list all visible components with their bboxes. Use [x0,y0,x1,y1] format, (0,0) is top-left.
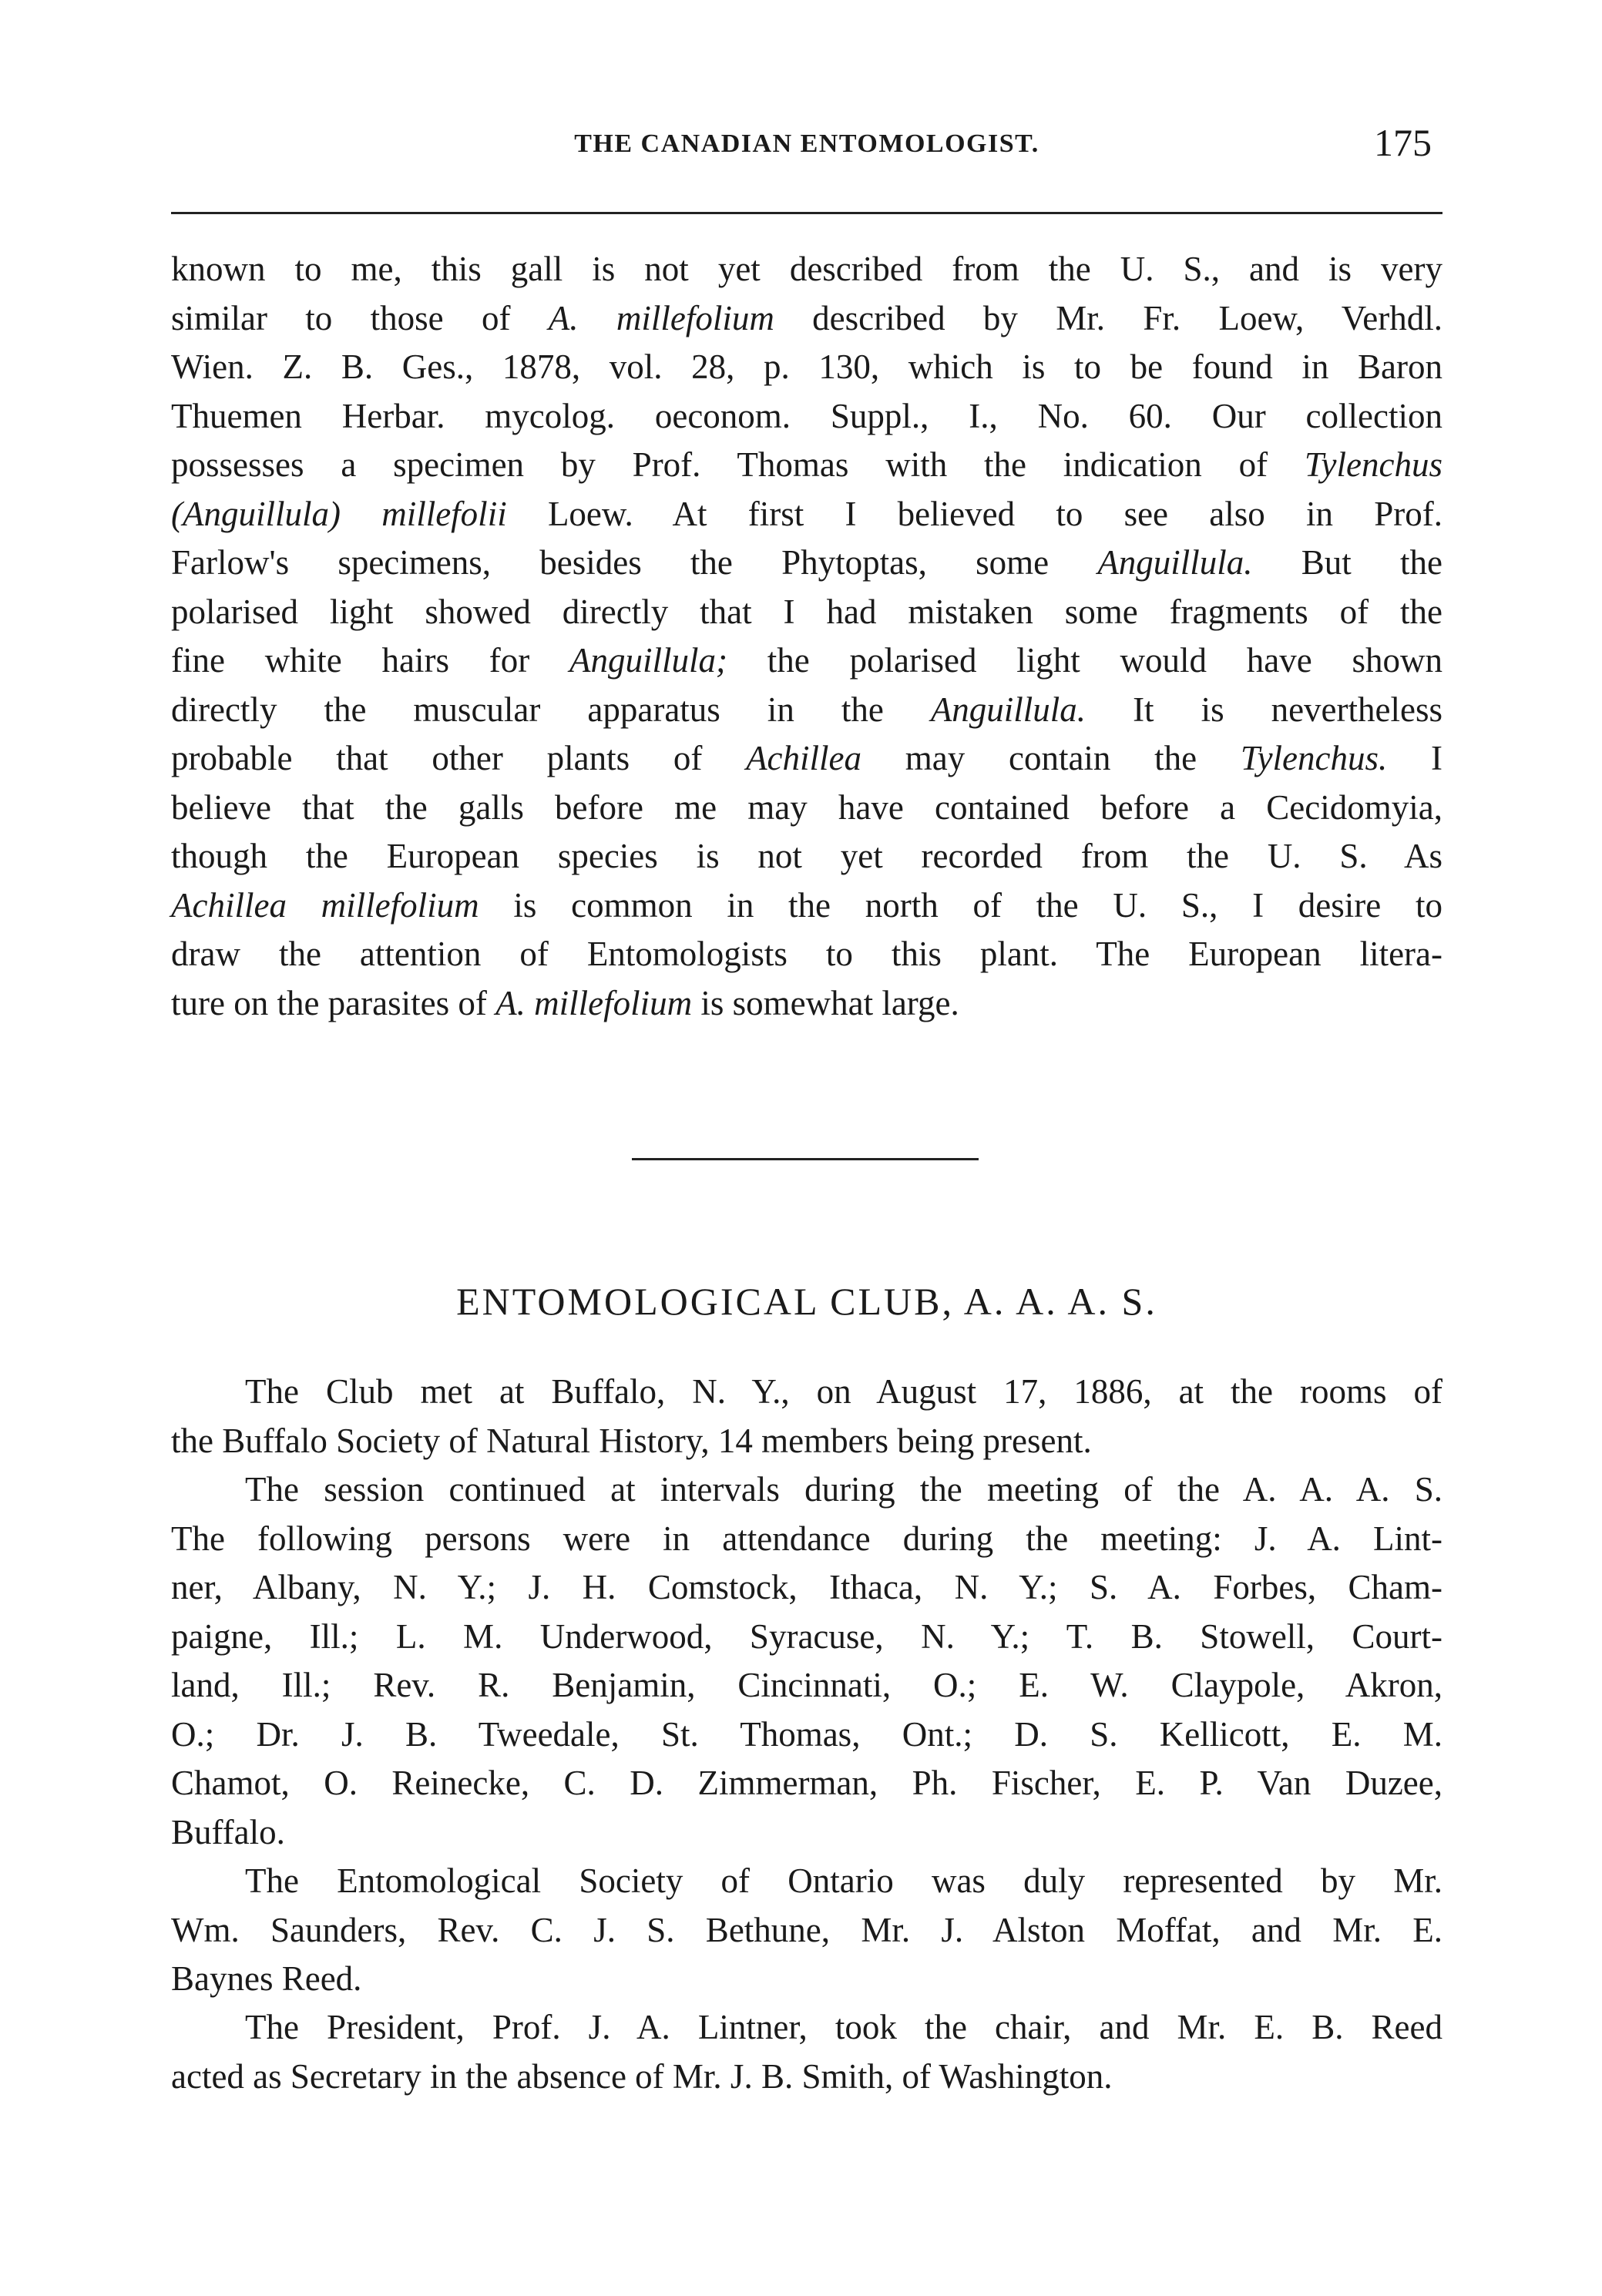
text-line: paigne, Ill.; L. M. Underwood, Syracuse, N. Y.; T. B. Stowell, Court- [171,1616,1442,1656]
text-run: though the European species is not yet recorded from the U. S. As [171,837,1442,875]
text-line [171,441,1442,490]
text-line [171,343,1442,392]
attendance-paragraph [171,1465,1442,1857]
text-line [171,490,1442,539]
text-line: Buffalo. [171,1812,285,1851]
text-line: The President, Prof. J. A. Lintner, took the chair, and Mr. E. B. Reed [245,2008,1442,2046]
header-rule [171,212,1442,214]
text-line: The Club met at Buffalo, N. Y., on August 17, 1886, at the rooms of [245,1372,1442,1411]
text-run: possesses a specimen by Prof. Thomas with the indication of [171,445,1305,484]
running-head: THE CANADIAN ENTOMOLOGIST. [574,129,1039,158]
italic-term: Achillea [746,739,862,777]
text-run: the polarised light would have shown [727,641,1442,680]
text-line: The session continued at intervals during the meeting of the A. A. A. S. [245,1470,1442,1509]
page-header [171,123,1442,177]
text-line: The Entomological Society of Ontario was duly represented by Mr. [245,1861,1442,1900]
text-line [171,636,1442,686]
italic-term: (Anguillula) millefolii [171,494,507,533]
section-divider [632,1158,979,1160]
text-line: ner, Albany, N. Y.; J. H. Comstock, Ithaca, N. Y.; S. A. Forbes, Cham- [171,1568,1442,1606]
text-run: similar to those of [171,298,549,337]
text-run: directly the muscular apparatus in the [171,690,931,729]
text-line: Chamot, O. Reinecke, C. D. Zimmerman, Ph. Fischer, E. P. Van Duzee, [171,1764,1442,1802]
page-number: 175 [1374,121,1432,164]
text-run: fine white hairs for [171,641,569,680]
italic-term: Anguillula. [1097,543,1253,582]
text-line: acted as Secretary in the absence of Mr. J. B. Smith, of Washington. [171,2056,1113,2096]
italic-term: Achillea millefolium [171,885,479,925]
text-run: probable that other plants of [171,739,747,777]
text-line [171,392,1442,441]
text-run: known to me, this gall is not yet described from the U. S., and is very [171,250,1442,288]
text-line [171,686,1442,735]
text-run: Wien. Z. B. Ges., 1878, vol. 28, p. 130, which is to be found in Baron [171,347,1442,386]
text-line: land, Ill.; Rev. R. Benjamin, Cincinnati, O.; E. W. Claypole, Akron, [171,1666,1442,1704]
text-run: is common in the north of the U. S., I desire to [479,885,1442,925]
text-line [171,588,1442,637]
text-line: O.; Dr. J. B. Tweedale, St. Thomas, Ont.; D. S. Kellicott, E. M. [171,1714,1442,1754]
text-line: the Buffalo Society of Natural History, 14 members being present. [171,1421,1092,1460]
text-line [171,784,1442,833]
italic-term: A. millefolium [495,983,693,1022]
text-run: Farlow's specimens, besides the Phytoptas, some [171,543,1098,582]
text-run: polarised light showed directly that I had mistaken some fragments of the [171,592,1442,631]
text-line: Wm. Saunders, Rev. C. J. S. Bethune, Mr. J. Alston Moffat, and Mr. E. [171,1910,1442,1949]
italic-term: Anguillula; [569,641,727,680]
text-line [171,294,1442,344]
club-meeting-paragraph [171,1368,1442,1465]
text-run: Thuemen Herbar. mycolog. oeconom. Suppl., I., No. 60. Our collection [171,396,1442,435]
italic-term: Anguillula. [930,690,1086,729]
italic-term: A. millefolium [548,298,774,337]
text-line [171,979,1442,1029]
text-run: believe that the galls before me may have contained before a Cecidomyia, [171,787,1442,827]
text-line [171,734,1442,784]
president-paragraph [171,2003,1442,2101]
text-line: The following persons were in attendance during the meeting: J. A. Lint- [171,1519,1442,1558]
continued-paragraph [171,245,1442,1028]
text-run: ture on the parasites of [171,983,496,1022]
society-representation-paragraph [171,1857,1442,2004]
italic-term: Tylenchus. [1240,739,1388,777]
section-title: ENTOMOLOGICAL CLUB, A. A. A. S. [456,1280,1157,1323]
italic-term: Tylenchus [1304,445,1442,484]
text-run: may contain the [861,739,1241,777]
text-run: It is nevertheless [1086,690,1442,729]
text-line: Baynes Reed. [171,1959,362,1998]
text-run: But the [1252,543,1442,582]
text-line [171,881,1442,931]
text-line [171,245,1442,294]
text-run: I [1387,739,1442,777]
text-run: is somewhat large. [692,983,959,1022]
text-line [171,539,1442,588]
text-run: described by Mr. Fr. Loew, Verhdl. [774,298,1442,337]
text-line [171,930,1442,979]
text-run: Loew. At first I believed to see also in Prof. [506,494,1442,533]
text-run: draw the attention of Entomologists to this plant. The European litera- [171,935,1442,973]
text-line [171,832,1442,881]
